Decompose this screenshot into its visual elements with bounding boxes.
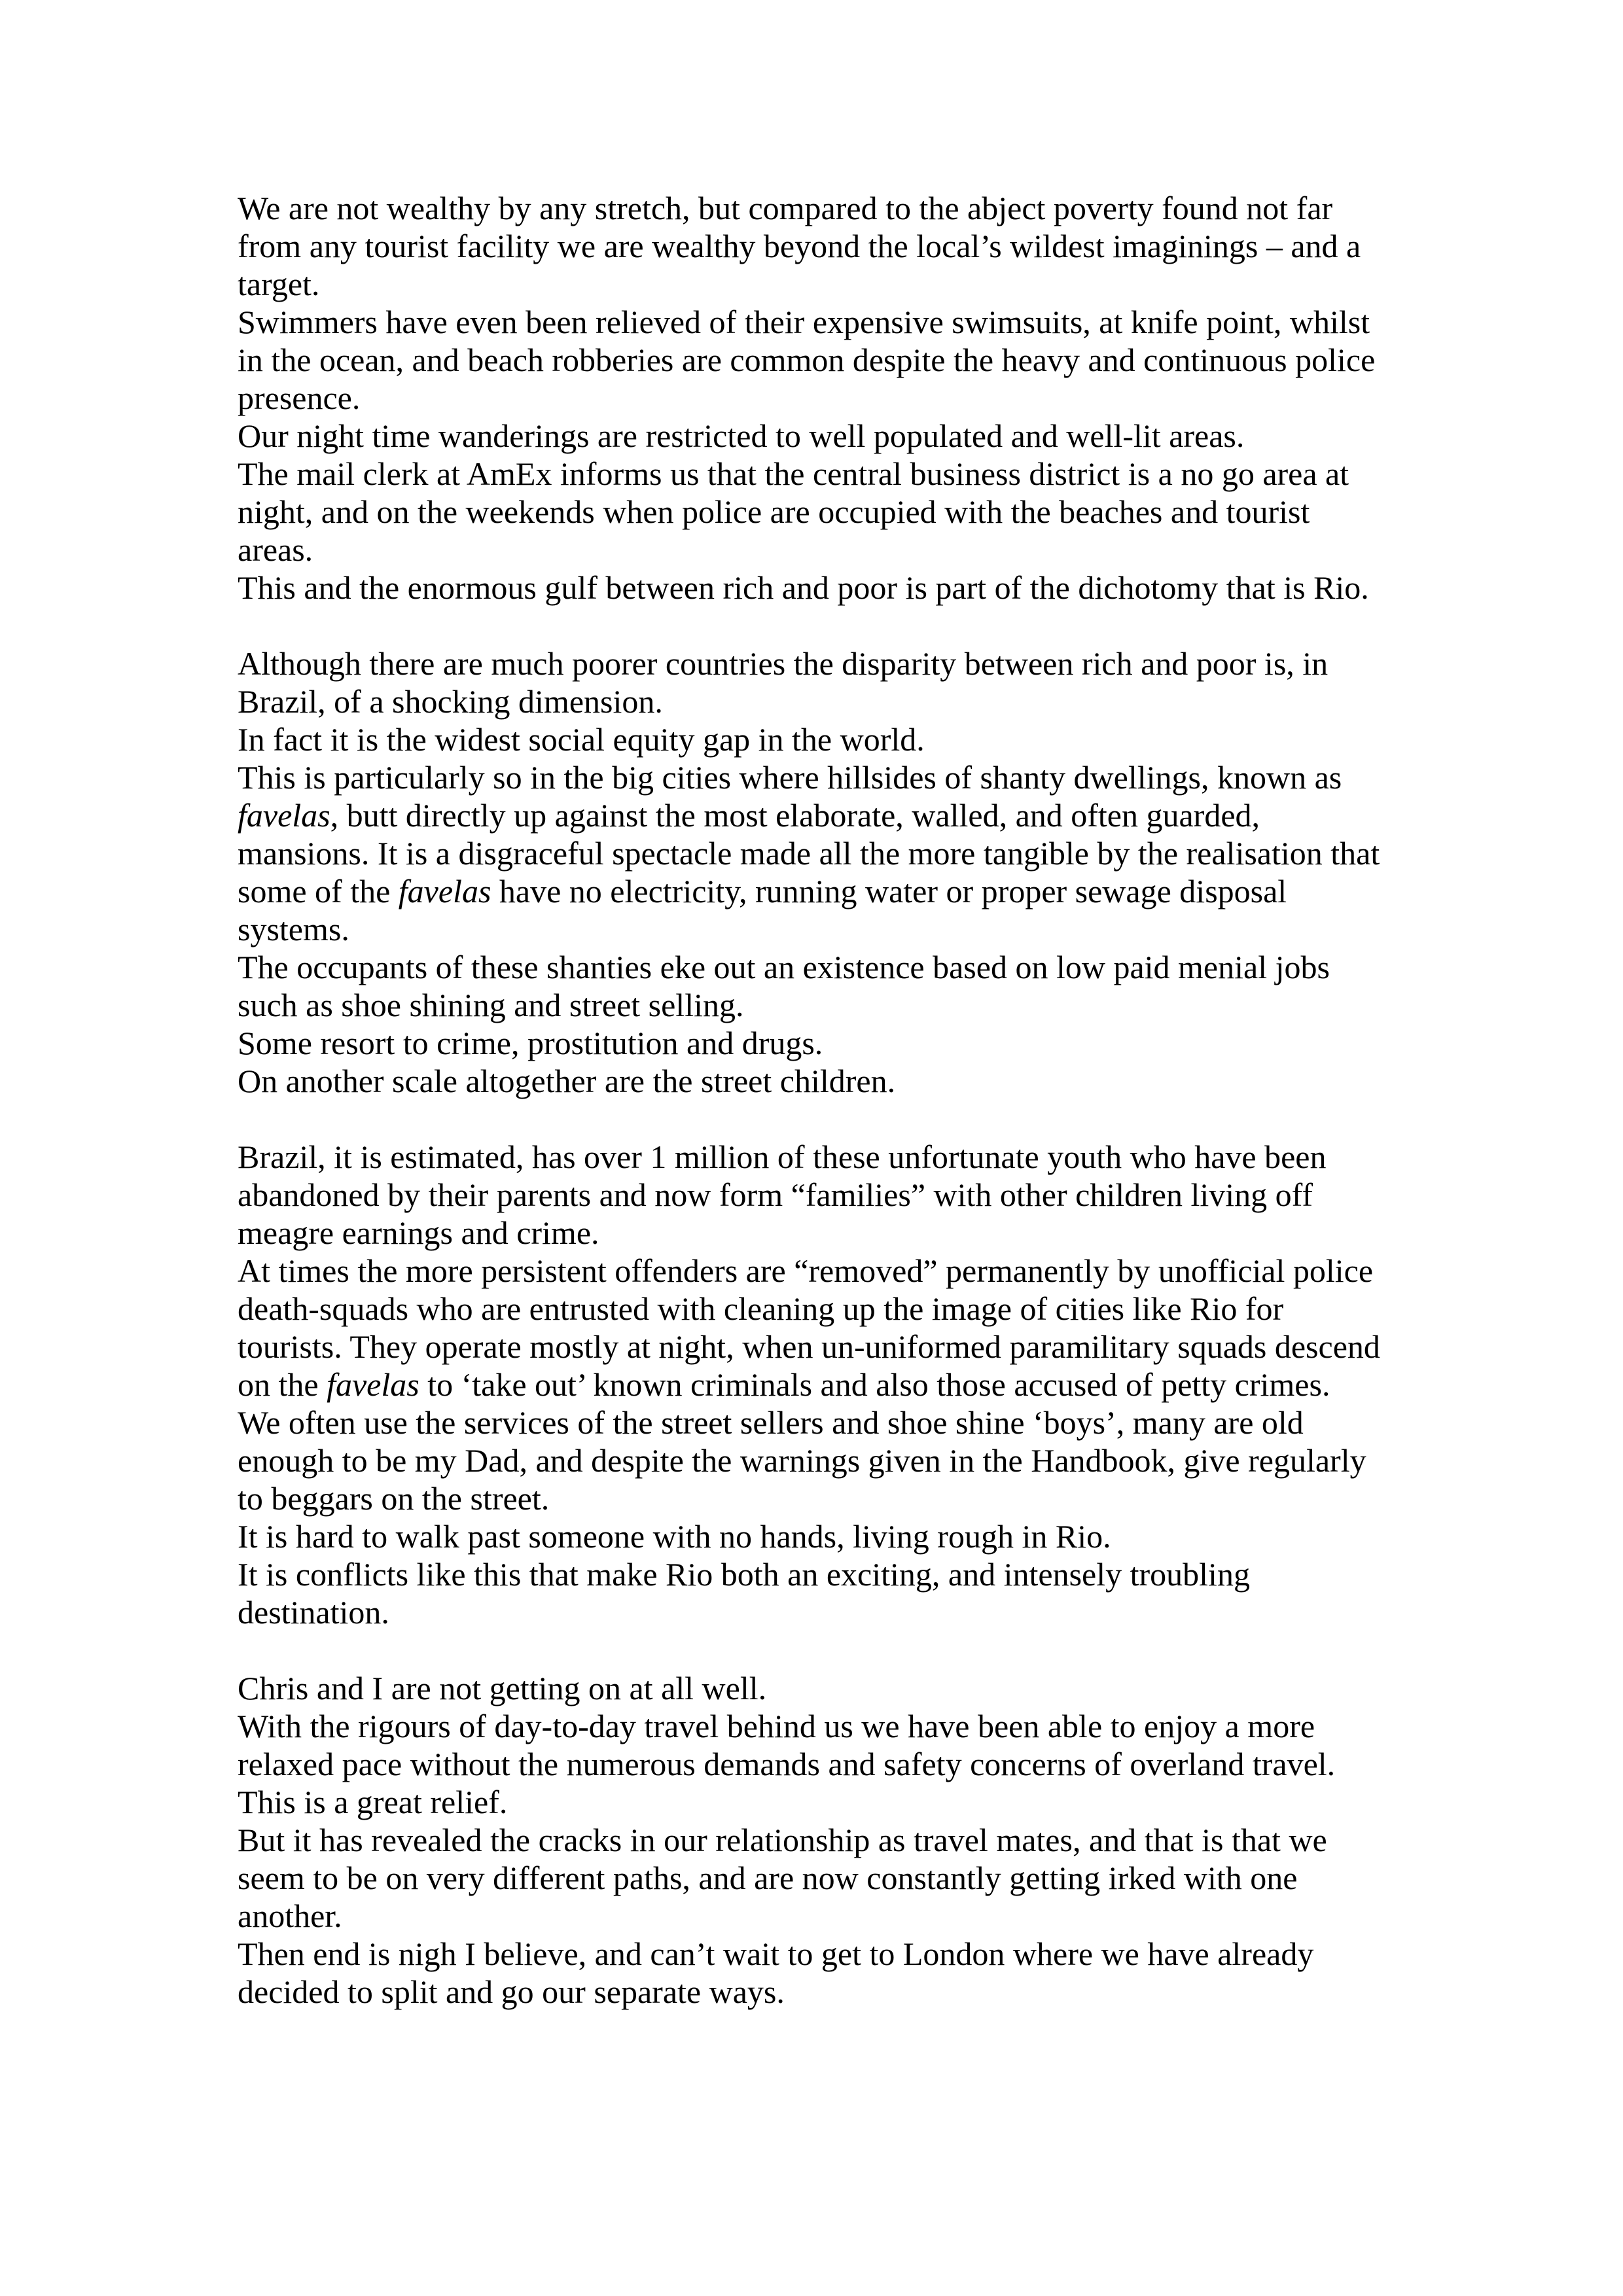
text-run: Swimmers have even been relieved of their expensive swimsuits, at knife point, whilst in the ocean, and beach robberies are common despite the heavy and continuous police presence. [238,304,1376,416]
paragraph [238,1669,1385,2011]
sentence [238,1024,1385,1062]
paragraph [238,189,1385,607]
text-run: Chris and I are not getting on at all well. [238,1670,767,1706]
text-run: to ‘take out’ known criminals and also those accused of petty crimes. [419,1366,1330,1403]
sentence [238,303,1385,417]
text-run: Some resort to crime, prostitution and drugs. [238,1025,823,1061]
text-run: Although there are much poorer countries the disparity between rich and poor is, in Brazil, of a shocking dimension. [238,645,1329,720]
sentence [238,1935,1385,2011]
text-run: It is hard to walk past someone with no hands, living rough in Rio. [238,1518,1111,1555]
italic-term: favelas [327,1366,419,1403]
text-run: With the rigours of day-to-day travel behind us we have been able to enjoy a more relaxed pace without the numerous demands and safety concerns of overland travel. [238,1708,1336,1782]
sentence [238,1555,1385,1631]
text-run: The mail clerk at AmEx informs us that the central business district is a no go area at night, and on the weekends when police are occupied with the beaches and tourist areas. [238,455,1349,568]
sentence [238,645,1385,720]
text-run: Our night time wanderings are restricted to well populated and well-lit areas. [238,417,1245,454]
text-run: At times the more persistent offenders are “removed” permanently by unofficial police death-squads who are entrusted with cleaning up the image of cities like Rio for tourists. They operate mostly at night, when un-uniformed paramilitary squads descend on the [238,1252,1380,1403]
text-run: In fact it is the widest social equity gap in the world. [238,721,925,758]
text-run: On another scale altogether are the street children. [238,1063,896,1099]
sentence [238,455,1385,569]
text-run: We often use the services of the street sellers and shoe shine ‘boys’, many are old enough to be my Dad, and despite the warnings given in the Handbook, give regularly to beggars on the street. [238,1404,1366,1517]
sentence [238,720,1385,758]
sentence [238,417,1385,455]
italic-term: favelas [398,873,491,910]
sentence [238,569,1385,607]
sentence [238,1517,1385,1555]
text-run: This is a great relief. [238,1784,508,1820]
text-run: , butt directly up against the most elaborate, walled, and often guarded, mansions. It is a disgraceful spectacle made all the more tangible by the realisation that some of the [238,797,1380,910]
italic-term: favelas [238,797,330,834]
sentence [238,948,1385,1024]
paragraph [238,645,1385,1100]
sentence [238,1138,1385,1252]
sentence [238,1821,1385,1935]
text-content [238,189,1385,2011]
sentence [238,1783,1385,1821]
sentence [238,758,1385,948]
text-run: Brazil, it is estimated, has over 1 million of these unfortunate youth who have been abandoned by their parents and now form “families” with other children living off meagre earnings and crime. [238,1139,1327,1251]
paragraph [238,1138,1385,1631]
sentence [238,1252,1385,1404]
sentence [238,189,1385,303]
text-run: But it has revealed the cracks in our relationship as travel mates, and that is that we seem to be on very different paths, and are now constantly getting irked with one another. [238,1822,1327,1934]
text-run: This is particularly so in the big cities where hillsides of shanty dwellings, known as [238,759,1342,796]
text-run: We are not wealthy by any stretch, but compared to the abject poverty found not far from any tourist facility we are wealthy beyond the local’s wildest imaginings – and a target. [238,190,1361,302]
sentence [238,1707,1385,1783]
text-run: have no electricity, running water or proper sewage disposal systems. [238,873,1287,947]
text-run: The occupants of these shanties eke out an existence based on low paid menial jobs such as shoe shining and street selling. [238,949,1330,1023]
sentence [238,1404,1385,1517]
sentence [238,1062,1385,1100]
text-run: Then end is nigh I believe, and can’t wait to get to London where we have already decided to split and go our separate ways. [238,1935,1314,2010]
sentence [238,1669,1385,1707]
text-run: It is conflicts like this that make Rio both an exciting, and intensely troubling destination. [238,1556,1250,1631]
text-run: This and the enormous gulf between rich and poor is part of the dichotomy that is Rio. [238,569,1369,606]
